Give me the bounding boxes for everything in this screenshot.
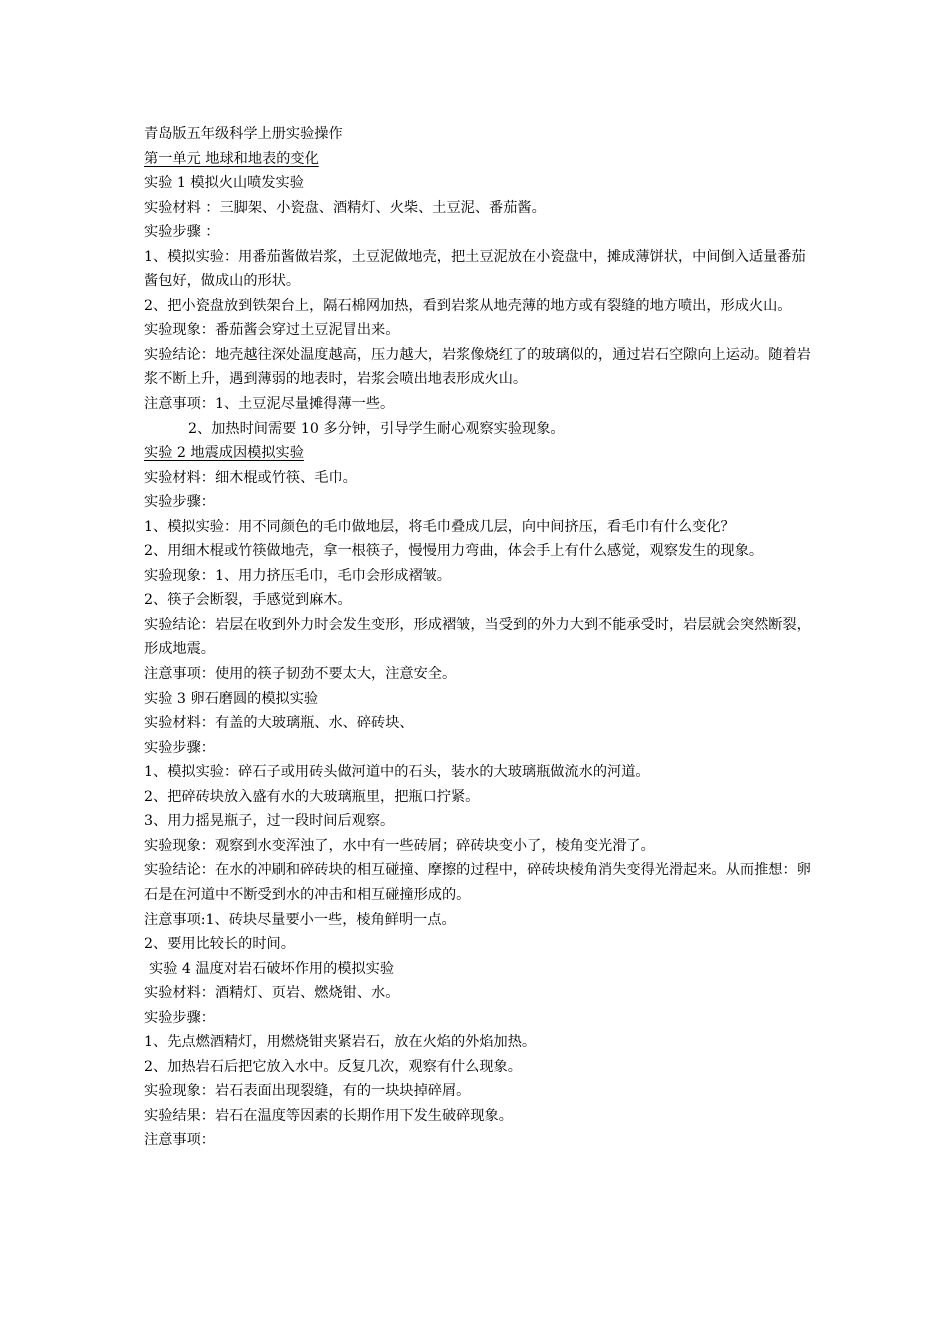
exp2-materials: 实验材料：细木棍或竹筷、毛巾。 [144,469,357,486]
exp4-note: 注意事项： [144,1132,215,1149]
exp2-step2: 2、用细木棍或竹筷做地壳，拿一根筷子，慢慢用力弯曲，体会手上有什么感觉，观察发生的现象。 [144,543,764,560]
exp4-steps-label: 实验步骤： [144,1009,215,1026]
exp3-materials: 实验材料：有盖的大玻璃瓶、水、碎砖块、 [144,715,414,732]
exp2-note: 注意事项：使用的筷子韧劲不要太大，注意安全。 [144,666,457,683]
exp1-steps-label: 实验步骤 ： [144,224,220,241]
exp3-steps-label: 实验步骤： [144,739,215,756]
exp1-heading: 实验 1 模拟火山喷发实验 [144,175,304,192]
exp1-step2: 2、把小瓷盘放到铁架台上，隔石棉网加热，看到岩浆从地壳薄的地方或有裂缝的地方喷出，形成火山。 [144,297,792,314]
exp1-phenomenon: 实验现象：番茄酱会穿过土豆泥冒出来。 [144,322,400,339]
exp2-phenomenon1: 实验现象：1、用力挤压毛巾，毛巾会形成褶皱。 [144,567,451,584]
exp1-step1: 1、模拟实验：用番茄酱做岩浆，土豆泥做地壳，把土豆泥放在小瓷盘中，摊成薄饼状，中间倒入适量番茄酱包好，做成山的形状。 [144,248,806,290]
exp4-result: 实验结果：岩石在温度等因素的长期作用下发生破碎现象。 [144,1107,513,1124]
exp2-heading: 实验 2 地震成因模拟实验 [144,445,304,462]
exp3-phenomenon: 实验现象：观察到水变浑浊了，水中有一些砖屑；碎砖块变小了，棱角变光滑了。 [144,837,655,854]
exp1-note2: 2、加热时间需要 10 多分钟，引导学生耐心观察实验现象。 [188,420,565,437]
exp4-materials: 实验材料：酒精灯、页岩、燃烧钳、水。 [144,985,400,1002]
exp1-conclusion: 实验结论：地壳越往深处温度越高，压力越大，岩浆像烧红了的玻璃似的，通过岩石空隙向上运动。随着岩浆不断上升，遇到薄弱的地表时，岩浆会喷出地表形成火山。 [144,346,811,388]
exp4-phenomenon: 实验现象：岩石表面出现裂缝，有的一块块掉碎屑。 [144,1083,471,1100]
exp2-step1: 1、模拟实验：用不同颜色的毛巾做地层，将毛巾叠成几层，向中间挤压，看毛巾有什么变化？ [144,518,735,535]
exp2-phenomenon2: 2、筷子会断裂，手感觉到麻木。 [144,592,352,609]
exp1-materials: 实验材料 ：三脚架、小瓷盘、酒精灯、火柴、土豆泥、番茄酱。 [144,199,546,216]
unit-heading: 第一单元 地球和地表的变化 [144,150,319,167]
document-page [144,122,812,1153]
exp2-steps-label: 实验步骤： [144,494,215,511]
exp3-step2: 2、把碎砖块放入盛有水的大玻璃瓶里，把瓶口拧紧。 [144,788,480,805]
exp4-step1: 1、先点燃酒精灯，用燃烧钳夹紧岩石，放在火焰的外焰加热。 [144,1034,537,1051]
exp3-note1: 注意事项:1、砖块尽量要小一些，棱角鲜明一点。 [144,911,456,928]
exp4-step2: 2、加热岩石后把它放入水中。反复几次，观察有什么现象。 [144,1058,522,1075]
exp1-note1: 注意事项：1、土豆泥尽量摊得薄一些。 [144,396,395,413]
exp3-conclusion: 实验结论：在水的冲刷和碎砖块的相互碰撞、摩擦的过程中，碎砖块棱角消失变得光滑起来。从而推想：卵石是在河道中不断受到水的冲击和相互碰撞形成的。 [144,862,811,903]
exp4-heading: 实验 4 温度对岩石破坏作用的模拟实验 [149,960,395,977]
exp3-note2: 2、要用比较长的时间。 [144,936,295,953]
exp2-conclusion: 实验结论：岩层在收到外力时会发生变形，形成褶皱，当受到的外力大到不能承受时，岩层就会突然断裂，形成地震。 [144,616,811,658]
exp3-step3: 3、用力摇晃瓶子，过一段时间后观察。 [144,813,395,830]
exp3-step1: 1、模拟实验：碎石子或用砖头做河道中的石头，装水的大玻璃瓶做流水的河道。 [144,764,650,781]
exp3-heading: 实验 3 卵石磨圆的模拟实验 [144,690,319,707]
document-title: 青岛版五年级科学上册实验操作 [144,126,343,142]
